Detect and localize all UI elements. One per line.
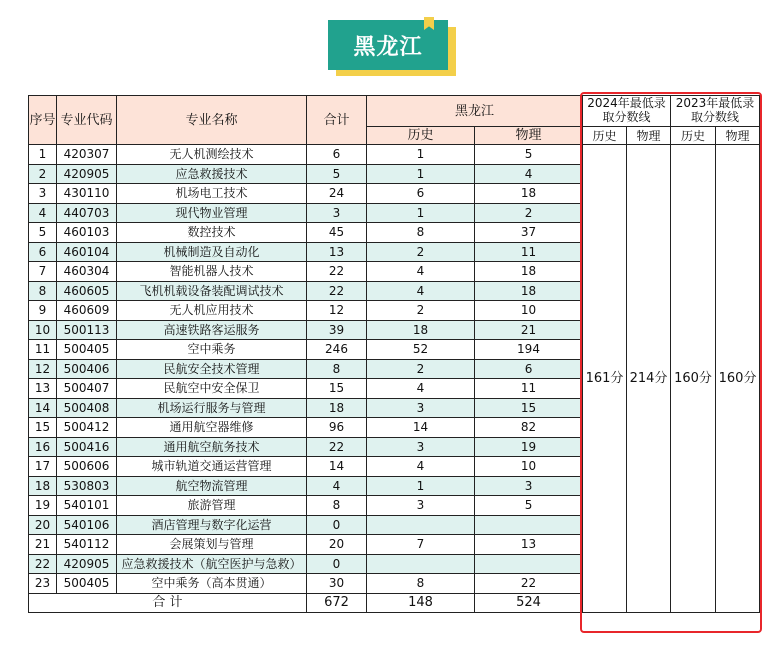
cell-code: 540101 — [57, 496, 117, 516]
cell-code: 500408 — [57, 398, 117, 418]
cell-total: 6 — [307, 145, 367, 165]
cell-seq: 16 — [29, 437, 57, 457]
cell-code: 500113 — [57, 320, 117, 340]
cell-seq: 14 — [29, 398, 57, 418]
cell-physics: 18 — [475, 184, 583, 204]
header-province: 黑龙江 — [367, 96, 583, 127]
cell-seq: 12 — [29, 359, 57, 379]
cell-total: 96 — [307, 418, 367, 438]
cell-total: 4 — [307, 476, 367, 496]
cell-history: 1 — [367, 145, 475, 165]
cell-physics: 22 — [475, 574, 583, 594]
cell-total: 5 — [307, 164, 367, 184]
score-y2024-history: 161分 — [583, 145, 627, 613]
cell-history: 14 — [367, 418, 475, 438]
cell-total: 18 — [307, 398, 367, 418]
cell-name: 空中乘务（高本贯通） — [117, 574, 307, 594]
cell-total: 39 — [307, 320, 367, 340]
cell-history: 4 — [367, 262, 475, 282]
total-total: 672 — [307, 593, 367, 613]
cell-seq: 10 — [29, 320, 57, 340]
cell-code: 500405 — [57, 340, 117, 360]
cell-name: 无人机应用技术 — [117, 301, 307, 321]
cell-name: 通用航空航务技术 — [117, 437, 307, 457]
cell-total: 22 — [307, 281, 367, 301]
cell-seq: 19 — [29, 496, 57, 516]
admission-table — [28, 95, 760, 613]
score-y2023-history: 160分 — [671, 145, 716, 613]
cell-history: 18 — [367, 320, 475, 340]
cell-total: 13 — [307, 242, 367, 262]
header-2024-history: 历史 — [583, 127, 627, 145]
cell-physics: 3 — [475, 476, 583, 496]
cell-seq: 8 — [29, 281, 57, 301]
total-physics: 524 — [475, 593, 583, 613]
header-min-2024: 2024年最低录取分数线 — [583, 96, 671, 127]
header-2024-physics: 物理 — [627, 127, 671, 145]
cell-code: 460605 — [57, 281, 117, 301]
cell-physics: 10 — [475, 301, 583, 321]
header-min-2023: 2023年最低录取分数线 — [671, 96, 760, 127]
header-physics: 物理 — [475, 127, 583, 145]
cell-code: 430110 — [57, 184, 117, 204]
cell-total: 8 — [307, 496, 367, 516]
cell-name: 航空物流管理 — [117, 476, 307, 496]
cell-seq: 11 — [29, 340, 57, 360]
cell-seq: 3 — [29, 184, 57, 204]
cell-history — [367, 515, 475, 535]
cell-code: 460304 — [57, 262, 117, 282]
cell-code: 460609 — [57, 301, 117, 321]
cell-name: 高速铁路客运服务 — [117, 320, 307, 340]
cell-code: 500412 — [57, 418, 117, 438]
cell-seq: 17 — [29, 457, 57, 477]
header-name: 专业名称 — [117, 96, 307, 145]
cell-physics: 10 — [475, 457, 583, 477]
cell-history: 4 — [367, 457, 475, 477]
header-seq: 序号 — [29, 96, 57, 145]
title-badge — [328, 20, 448, 70]
cell-name: 民航安全技术管理 — [117, 359, 307, 379]
header-total: 合计 — [307, 96, 367, 145]
cell-name: 民航空中安全保卫 — [117, 379, 307, 399]
cell-physics: 18 — [475, 262, 583, 282]
cell-code: 500407 — [57, 379, 117, 399]
cell-seq: 21 — [29, 535, 57, 555]
cell-history: 3 — [367, 496, 475, 516]
cell-total: 22 — [307, 262, 367, 282]
score-y2024-physics: 214分 — [627, 145, 671, 613]
cell-physics: 5 — [475, 145, 583, 165]
cell-physics: 2 — [475, 203, 583, 223]
cell-physics: 194 — [475, 340, 583, 360]
cell-total: 12 — [307, 301, 367, 321]
cell-code: 420905 — [57, 554, 117, 574]
header-history: 历史 — [367, 127, 475, 145]
cell-history: 52 — [367, 340, 475, 360]
cell-name: 机械制造及自动化 — [117, 242, 307, 262]
cell-history: 1 — [367, 476, 475, 496]
cell-name: 数控技术 — [117, 223, 307, 243]
cell-history: 8 — [367, 223, 475, 243]
header-code: 专业代码 — [57, 96, 117, 145]
cell-history: 4 — [367, 281, 475, 301]
cell-total: 20 — [307, 535, 367, 555]
cell-seq: 13 — [29, 379, 57, 399]
cell-name: 应急救援技术（航空医护与急救） — [117, 554, 307, 574]
cell-name: 空中乘务 — [117, 340, 307, 360]
table-body — [29, 145, 760, 613]
cell-name: 飞机机载设备装配调试技术 — [117, 281, 307, 301]
cell-history: 6 — [367, 184, 475, 204]
cell-code: 500606 — [57, 457, 117, 477]
cell-seq: 4 — [29, 203, 57, 223]
cell-total: 8 — [307, 359, 367, 379]
cell-physics: 82 — [475, 418, 583, 438]
cell-total: 22 — [307, 437, 367, 457]
cell-code: 420905 — [57, 164, 117, 184]
cell-physics: 11 — [475, 242, 583, 262]
cell-total: 24 — [307, 184, 367, 204]
cell-name: 无人机测绘技术 — [117, 145, 307, 165]
cell-code: 460104 — [57, 242, 117, 262]
cell-code: 460103 — [57, 223, 117, 243]
cell-physics: 21 — [475, 320, 583, 340]
cell-physics: 6 — [475, 359, 583, 379]
cell-history: 1 — [367, 203, 475, 223]
cell-seq: 1 — [29, 145, 57, 165]
cell-seq: 2 — [29, 164, 57, 184]
cell-total: 30 — [307, 574, 367, 594]
cell-total: 45 — [307, 223, 367, 243]
header-2023-physics: 物理 — [716, 127, 760, 145]
cell-code: 540106 — [57, 515, 117, 535]
cell-name: 城市轨道交通运营管理 — [117, 457, 307, 477]
cell-code: 440703 — [57, 203, 117, 223]
cell-seq: 5 — [29, 223, 57, 243]
cell-seq: 18 — [29, 476, 57, 496]
cell-history: 2 — [367, 242, 475, 262]
cell-seq: 23 — [29, 574, 57, 594]
cell-physics: 18 — [475, 281, 583, 301]
cell-history: 3 — [367, 398, 475, 418]
cell-history: 2 — [367, 301, 475, 321]
table-row — [29, 145, 760, 165]
total-label: 合 计 — [29, 593, 307, 613]
cell-name: 旅游管理 — [117, 496, 307, 516]
cell-history: 1 — [367, 164, 475, 184]
cell-seq: 20 — [29, 515, 57, 535]
cell-seq: 9 — [29, 301, 57, 321]
cell-code: 530803 — [57, 476, 117, 496]
total-history: 148 — [367, 593, 475, 613]
cell-name: 机场运行服务与管理 — [117, 398, 307, 418]
header-2023-history: 历史 — [671, 127, 716, 145]
cell-total: 3 — [307, 203, 367, 223]
cell-history: 2 — [367, 359, 475, 379]
cell-history: 4 — [367, 379, 475, 399]
cell-history: 7 — [367, 535, 475, 555]
cell-physics — [475, 554, 583, 574]
cell-physics: 5 — [475, 496, 583, 516]
cell-physics: 19 — [475, 437, 583, 457]
cell-physics: 13 — [475, 535, 583, 555]
cell-name: 现代物业管理 — [117, 203, 307, 223]
cell-physics: 4 — [475, 164, 583, 184]
cell-physics — [475, 515, 583, 535]
cell-history: 8 — [367, 574, 475, 594]
cell-name: 机场电工技术 — [117, 184, 307, 204]
cell-physics: 11 — [475, 379, 583, 399]
cell-total: 14 — [307, 457, 367, 477]
cell-total: 0 — [307, 554, 367, 574]
cell-name: 通用航空器维修 — [117, 418, 307, 438]
cell-seq: 7 — [29, 262, 57, 282]
title-text: 黑龙江 — [353, 34, 423, 60]
cell-physics: 37 — [475, 223, 583, 243]
cell-seq: 6 — [29, 242, 57, 262]
cell-physics: 15 — [475, 398, 583, 418]
cell-total: 246 — [307, 340, 367, 360]
cell-code: 420307 — [57, 145, 117, 165]
cell-code: 540112 — [57, 535, 117, 555]
cell-code: 500405 — [57, 574, 117, 594]
cell-seq: 15 — [29, 418, 57, 438]
cell-name: 智能机器人技术 — [117, 262, 307, 282]
cell-name: 会展策划与管理 — [117, 535, 307, 555]
cell-total: 0 — [307, 515, 367, 535]
cell-history: 3 — [367, 437, 475, 457]
cell-code: 500406 — [57, 359, 117, 379]
cell-name: 酒店管理与数字化运营 — [117, 515, 307, 535]
cell-history — [367, 554, 475, 574]
cell-total: 15 — [307, 379, 367, 399]
cell-code: 500416 — [57, 437, 117, 457]
cell-name: 应急救援技术 — [117, 164, 307, 184]
cell-seq: 22 — [29, 554, 57, 574]
score-y2023-physics: 160分 — [716, 145, 760, 613]
